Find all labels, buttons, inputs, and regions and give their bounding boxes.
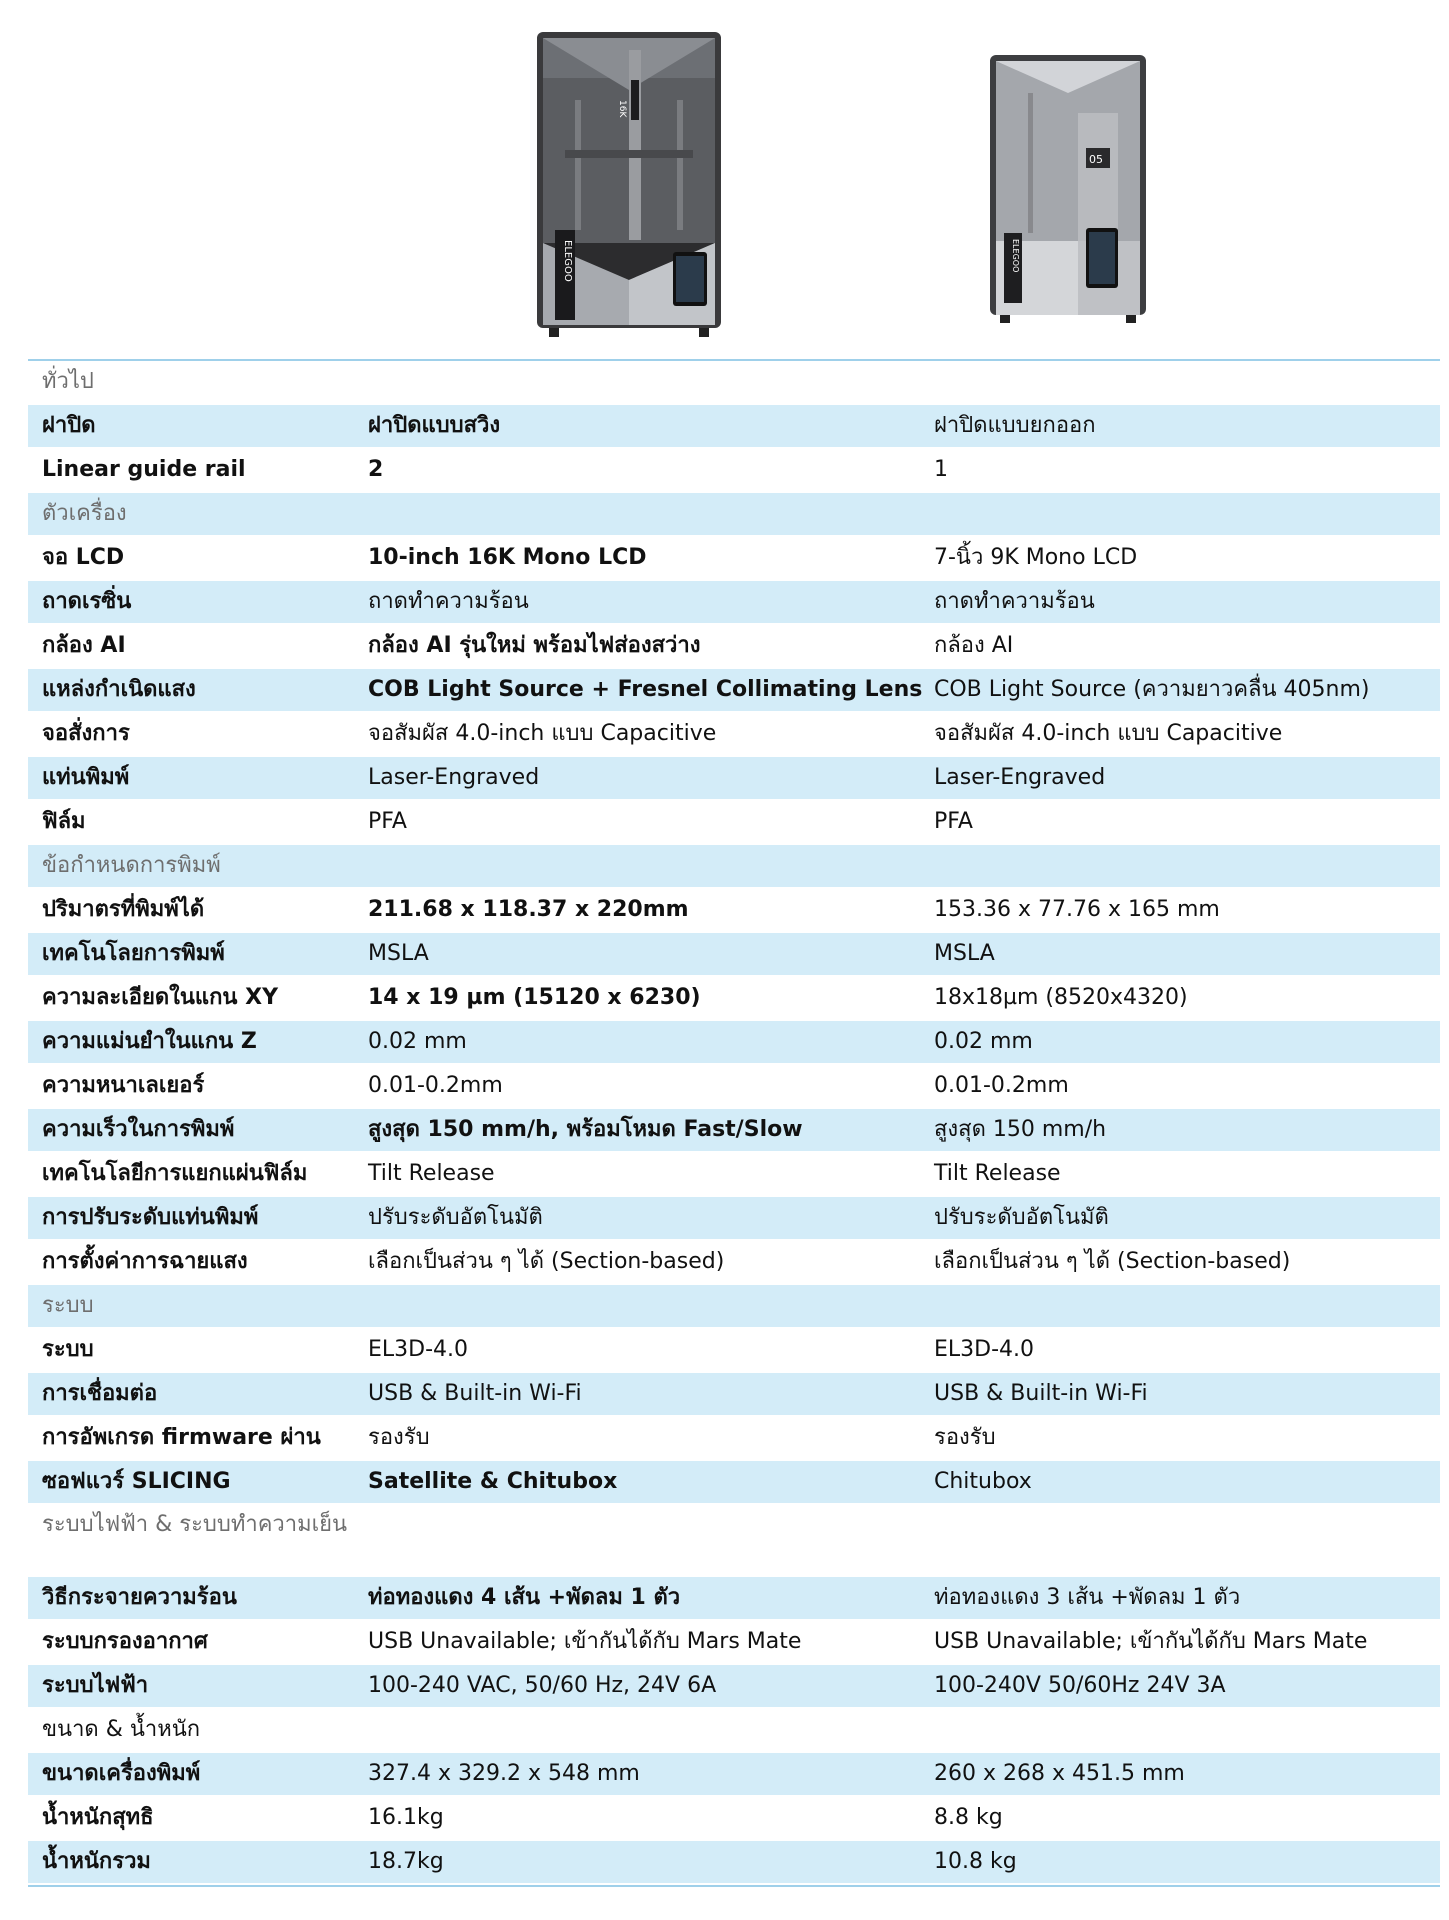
spec-label: การอัพเกรด firmware ผ่าน	[42, 1425, 321, 1451]
spec-value-model-2: เลือกเป็นส่วน ๆ ได้ (Section-based)	[934, 1249, 1291, 1275]
spec-value-model-1: ฝาปิดแบบสวิง	[368, 413, 501, 439]
table-row	[28, 449, 1440, 493]
spec-label: ความเร็วในการพิมพ์	[42, 1117, 235, 1143]
table-row	[28, 1065, 1440, 1109]
spec-label: เทคโนโลยีการแยกแผ่นฟิล์ม	[42, 1161, 308, 1187]
spec-value-model-1: EL3D-4.0	[368, 1337, 469, 1363]
spec-label: น้ำหนักสุทธิ	[42, 1805, 154, 1831]
spec-label: ขนาดเครื่องพิมพ์	[42, 1761, 201, 1787]
spec-value-model-2: 8.8 kg	[934, 1805, 1003, 1831]
spec-value-model-2: USB Unavailable; เข้ากันได้กับ Mars Mate	[934, 1629, 1368, 1655]
spec-value-model-2: รองรับ	[934, 1425, 996, 1451]
spec-label: จอสั่งการ	[42, 721, 130, 747]
spec-value-model-1: ปรับระดับอัตโนมัติ	[368, 1205, 543, 1231]
spec-value-model-2: 0.02 mm	[934, 1029, 1033, 1055]
spec-label: ฝาปิด	[42, 413, 96, 439]
product-images	[0, 0, 1449, 355]
table-row	[28, 1373, 1440, 1417]
spec-value-model-2: 260 x 268 x 451.5 mm	[934, 1761, 1185, 1787]
spec-value-model-2: COB Light Source (ความยาวคลื่น 405nm)	[934, 677, 1370, 703]
table-row	[28, 1577, 1440, 1621]
spec-value-model-2: 153.36 x 77.76 x 165 mm	[934, 897, 1220, 923]
spec-value-model-2: 100-240V 50/60Hz 24V 3A	[934, 1673, 1226, 1699]
spec-value-model-1: PFA	[368, 809, 407, 835]
printer-large-icon	[535, 30, 723, 340]
table-row	[28, 1797, 1440, 1841]
spec-value-model-1: 16.1kg	[368, 1805, 444, 1831]
spec-value-model-2: Laser-Engraved	[934, 765, 1106, 791]
table-row	[28, 625, 1440, 669]
spec-value-model-1: 14 x 19 µm (15120 x 6230)	[368, 985, 701, 1011]
printer-small-icon	[988, 53, 1148, 325]
spec-value-model-2: ถาดทำความร้อน	[934, 589, 1095, 615]
table-row	[28, 889, 1440, 933]
table-row	[28, 1753, 1440, 1797]
spec-value-model-1: 0.01-0.2mm	[368, 1073, 503, 1099]
spec-value-model-1: Tilt Release	[368, 1161, 495, 1187]
spec-label: ระบบกรองอากาศ	[42, 1629, 208, 1655]
spec-value-model-2: 1	[934, 457, 948, 483]
spec-value-model-1: COB Light Source + Fresnel Collimating Lens	[368, 677, 923, 703]
section-label: ทั่วไป	[42, 369, 94, 395]
table-row	[28, 757, 1440, 801]
section-header-row	[28, 361, 1440, 405]
spec-value-model-2: 10.8 kg	[934, 1849, 1017, 1875]
table-row	[28, 933, 1440, 977]
spec-value-model-2: 7-นิ้ว 9K Mono LCD	[934, 545, 1138, 571]
table-row	[28, 537, 1440, 581]
spec-value-model-2: ปรับระดับอัตโนมัติ	[934, 1205, 1109, 1231]
section-header-row	[28, 1285, 1440, 1329]
spec-value-model-2: สูงสุด 150 mm/h	[934, 1117, 1107, 1143]
spec-value-model-1: 100-240 VAC, 50/60 Hz, 24V 6A	[368, 1673, 717, 1699]
spec-value-model-1: MSLA	[368, 941, 429, 967]
spec-label: การตั้งค่าการฉายแสง	[42, 1249, 248, 1275]
section-label: ระบบไฟฟ้า & ระบบทำความเย็น	[42, 1512, 348, 1537]
spec-label: แหล่งกำเนิดแสง	[42, 677, 196, 703]
spec-value-model-1: 327.4 x 329.2 x 548 mm	[368, 1761, 640, 1787]
spec-label: แท่นพิมพ์	[42, 765, 130, 791]
spec-value-model-1: 211.68 x 118.37 x 220mm	[368, 897, 689, 923]
section-label: ข้อกำหนดการพิมพ์	[42, 853, 221, 879]
printer-small-logo: ELEGOO	[1011, 239, 1020, 273]
spec-label: การเชื่อมต่อ	[42, 1381, 158, 1407]
spec-value-model-2: ฝาปิดแบบยกออก	[934, 413, 1096, 439]
table-row	[28, 1621, 1440, 1665]
section-header-row	[28, 845, 1440, 889]
spec-label: ฟิล์ม	[42, 809, 86, 835]
table-row	[28, 405, 1440, 449]
spec-label: ปริมาตรที่พิมพ์ได้	[42, 897, 205, 923]
spec-label: น้ำหนักรวม	[42, 1849, 151, 1875]
spec-value-model-1: Satellite & Chitubox	[368, 1469, 618, 1495]
spec-value-model-1: ถาดทำความร้อน	[368, 589, 529, 615]
spec-label: ความละเอียดในแกน XY	[42, 985, 279, 1011]
spec-value-model-2: 18x18µm (8520x4320)	[934, 985, 1188, 1011]
section-label: ตัวเครื่อง	[42, 501, 127, 527]
table-row	[28, 977, 1440, 1021]
spec-value-model-1: 0.02 mm	[368, 1029, 467, 1055]
printer-logo: ELEGOO	[562, 240, 573, 282]
spec-value-model-1: USB Unavailable; เข้ากันได้กับ Mars Mate	[368, 1629, 802, 1655]
spec-value-model-2: USB & Built-in Wi-Fi	[934, 1381, 1148, 1407]
spec-value-model-1: 2	[368, 457, 384, 483]
spec-value-model-1: เลือกเป็นส่วน ๆ ได้ (Section-based)	[368, 1249, 725, 1275]
table-row	[28, 1021, 1440, 1065]
spec-label: ถาดเรซิ่น	[42, 589, 132, 615]
spec-value-model-2: จอสัมผัส 4.0-inch แบบ Capacitive	[934, 721, 1283, 747]
spec-label: เทคโนโลยการพิมพ์	[42, 941, 225, 967]
table-row	[28, 713, 1440, 757]
table-row	[28, 1241, 1440, 1285]
spec-label: วิธีกระจายความร้อน	[42, 1585, 237, 1611]
spec-label: การปรับระดับแท่นพิมพ์	[42, 1205, 259, 1231]
spec-value-model-1: ท่อทองแดง 4 เส้น +พัดลม 1 ตัว	[368, 1585, 681, 1611]
spec-value-model-1: 18.7kg	[368, 1849, 444, 1875]
spec-label: Linear guide rail	[42, 457, 246, 483]
table-row	[28, 1665, 1440, 1709]
section-header-row	[28, 1505, 1440, 1577]
spec-label: จอ LCD	[42, 545, 125, 571]
spec-value-model-1: จอสัมผัส 4.0-inch แบบ Capacitive	[368, 721, 717, 747]
table-row	[28, 1197, 1440, 1241]
spec-label: ระบบ	[42, 1337, 94, 1363]
spec-value-model-2: Chitubox	[934, 1469, 1032, 1495]
table-row	[28, 1109, 1440, 1153]
spec-value-model-2: 0.01-0.2mm	[934, 1073, 1069, 1099]
section-header-row	[28, 493, 1440, 537]
table-row	[28, 581, 1440, 625]
spec-value-model-2: MSLA	[934, 941, 995, 967]
spec-value-model-2: PFA	[934, 809, 973, 835]
table-row	[28, 1417, 1440, 1461]
spec-value-model-1: USB & Built-in Wi-Fi	[368, 1381, 582, 1407]
spec-value-model-1: สูงสุด 150 mm/h, พร้อมโหมด Fast/Slow	[368, 1117, 803, 1143]
spec-value-model-1: กล้อง AI รุ่นใหม่ พร้อมไฟส่องสว่าง	[368, 633, 701, 659]
section-header-row	[28, 1709, 1440, 1753]
table-row	[28, 669, 1440, 713]
table-row	[28, 1329, 1440, 1373]
spec-label: ความหนาเลเยอร์	[42, 1073, 205, 1099]
printer-badge: 16K	[617, 100, 627, 118]
table-row	[28, 1841, 1440, 1885]
table-row	[28, 1153, 1440, 1197]
section-label: ระบบ	[42, 1293, 94, 1319]
spec-value-model-1: รองรับ	[368, 1425, 430, 1451]
spec-label: ความแม่นยำในแกน Z	[42, 1029, 257, 1055]
section-label: ขนาด & น้ำหนัก	[42, 1717, 201, 1743]
spec-value-model-2: EL3D-4.0	[934, 1337, 1035, 1363]
spec-value-model-2: Tilt Release	[934, 1161, 1061, 1187]
spec-value-model-1: 10-inch 16K Mono LCD	[368, 545, 647, 571]
printer-small-badge: 05	[1089, 153, 1103, 166]
spec-value-model-2: ท่อทองแดง 3 เส้น +พัดลม 1 ตัว	[934, 1585, 1241, 1611]
spec-table	[28, 359, 1440, 1887]
table-row	[28, 1461, 1440, 1505]
spec-value-model-2: กล้อง AI	[934, 633, 1014, 659]
spec-label: ระบบไฟฟ้า	[42, 1673, 149, 1699]
spec-label: กล้อง AI	[42, 633, 126, 659]
table-row	[28, 801, 1440, 845]
spec-label: ซอฟแวร์ SLICING	[42, 1469, 231, 1495]
spec-value-model-1: Laser-Engraved	[368, 765, 540, 791]
